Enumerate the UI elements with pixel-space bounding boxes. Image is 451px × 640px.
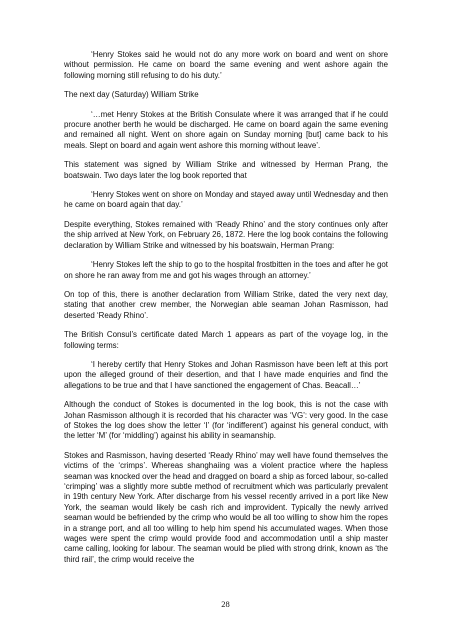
body-paragraph: This statement was signed by William Strike and witnessed by Herman Prang, the boatswain. Two days later the log book reported that [64,160,388,180]
body-paragraph: The next day (Saturday) William Strike [64,90,199,100]
body-paragraph: Despite everything, Stokes remained with ‘Ready Rhino’ and the story continues only after the ship arrived at New York, on February 26, 1872. Here the log book contains the following declaration by William Strike and witnessed by his boatswain, Herman Prang: [64,219,388,250]
body-paragraph: On top of this, there is another declaration from William Strike, dated the very next day, stating that another crew member, the Norwegian able seaman Johan Rasmisson, had deserted ‘Ready Rhino’. [64,289,388,320]
quote-paragraph: ‘I hereby certify that Henry Stokes and Johan Rasmisson have been left at this port upon the alleged ground of their desertion, and that I have made enquiries and find the allegations to be true and that I have sanctioned the engagement of Chas. Beacall…’ [64,359,388,390]
body-paragraph: The British Consul’s certificate dated March 1 appears as part of the voyage log, in the following terms: [64,330,388,350]
quote-paragraph: ‘Henry Stokes went on shore on Monday and stayed away until Wednesday and then he came on board again that day.’ [64,190,388,210]
page-number: 28 [221,599,230,609]
quote-paragraph: ‘…met Henry Stokes at the British Consulate where it was arranged that if he could procure another berth he would be discharged. He came on board again the same evening and remained all night. Went on shore again on Sunday morning [but] came back to his meals. Slept on board and again went ashore this morning without leave’. [64,109,388,150]
page-body [64,50,388,574]
quote-paragraph: ‘Henry Stokes said he would not do any more work on board and went on shore without permission. He came on board the same evening and went ashore again the following morning still refusing to do his duty.’ [64,50,388,80]
body-paragraph: Although the conduct of Stokes is documented in the log book, this is not the case with Johan Rasmisson although it is recorded that his character was ‘VG’: very good. In the case of Stokes the log does show the letter ‘I’ (for ‘indifferent’) against his general conduct, with the letter ‘M’ (for ‘middling’) against his ability in seamanship. [64,400,388,441]
body-paragraph: Stokes and Rasmisson, having deserted ‘Ready Rhino’ may well have found themselves the victims of the ‘crimps’. Whereas shanghaiing was a violent practice where the hapless seaman was knocked over the head and dragged on board a ship as forced labour, so-called ‘crimping’ was a slightly more subtle method of recruitment which was particularly prevalent in 19th century New York. After discharge from his vessel recently arrived in a port like New York, the seaman would likely be cash rich and improvident. Typically the newly arrived seaman would be befriended by the crimp who would be all too willing to show him the ropes in a strange port, and all too willing to help him spend his accumulated wages. When those wages were spent the crimp would provide food and accommodation until a ship master came calling, looking for labour. The seaman would be plied with strong drink, known as ‘the third rail’, the crimp would receive the [64,450,388,564]
quote-paragraph: ‘Henry Stokes left the ship to go to the hospital frostbitten in the toes and after he got on shore he ran away from me and got his wages through an attorney.’ [64,260,388,280]
